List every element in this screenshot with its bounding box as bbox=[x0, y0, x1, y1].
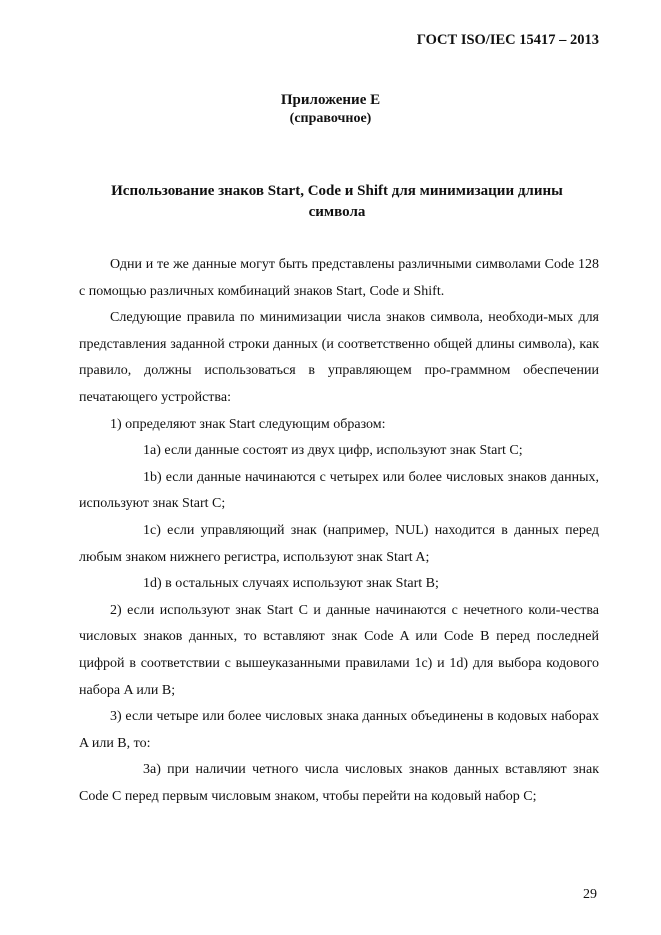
paragraph-rules-intro: Следующие правила по минимизации числа знаков символа, необходи-мых для представления заданной строки данных (и соответственно общей длины символа), как правило, должны использоваться в управляющем про-граммном обеспечении печатающего устройства: bbox=[79, 310, 599, 405]
rule-1: 1) определяют знак Start следующим образом: bbox=[110, 416, 386, 432]
rule-3a: 3a) при наличии четного числа числовых знаков данных вставляют знак Code C перед первым числовым знаком, чтобы перейти на кодовый набор C; bbox=[79, 762, 599, 804]
rule-1b: 1b) если данные начинаются с четырех или более числовых знаков данных, используют знак Start C; bbox=[79, 469, 599, 512]
rule-1c: 1c) если управляющий знак (например, NUL) находится в данных перед любым знаком нижнего регистра, используют знак Start A; bbox=[79, 522, 599, 565]
body-text bbox=[79, 252, 599, 810]
rule-1a: 1a) если данные состоят из двух цифр, используют знак Start C; bbox=[143, 443, 523, 459]
rule-1d: 1d) в остальных случаях используют знак Start B; bbox=[143, 576, 439, 592]
paragraph-intro: Одни и те же данные могут быть представлены различными символами Code 128 с помощью различных комбинаций знаков Start, Code и Shift. bbox=[79, 257, 599, 299]
appendix-title: Приложение Е bbox=[280, 92, 381, 108]
rule-3: 3) если четыре или более числовых знака данных объединены в кодовых наборах A или B, то: bbox=[79, 709, 599, 751]
page-number: 29 bbox=[583, 887, 597, 902]
section-title: Использование знаков Start, Code и Shift для минимизации длины символа bbox=[111, 183, 563, 220]
appendix-subtitle: (справочное) bbox=[289, 111, 372, 126]
rule-2: 2) если используют знак Start C и данные начинаются с нечетного коли-чества числовых знаков данных, то вставляют знак Code A или Code B перед последней цифрой в соответствии с вышеуказанными правилами 1c) и 1d) для выбора кодового набора A или B; bbox=[79, 602, 599, 698]
standard-header: ГОСТ ISO/IEC 15417 – 2013 bbox=[416, 32, 599, 48]
